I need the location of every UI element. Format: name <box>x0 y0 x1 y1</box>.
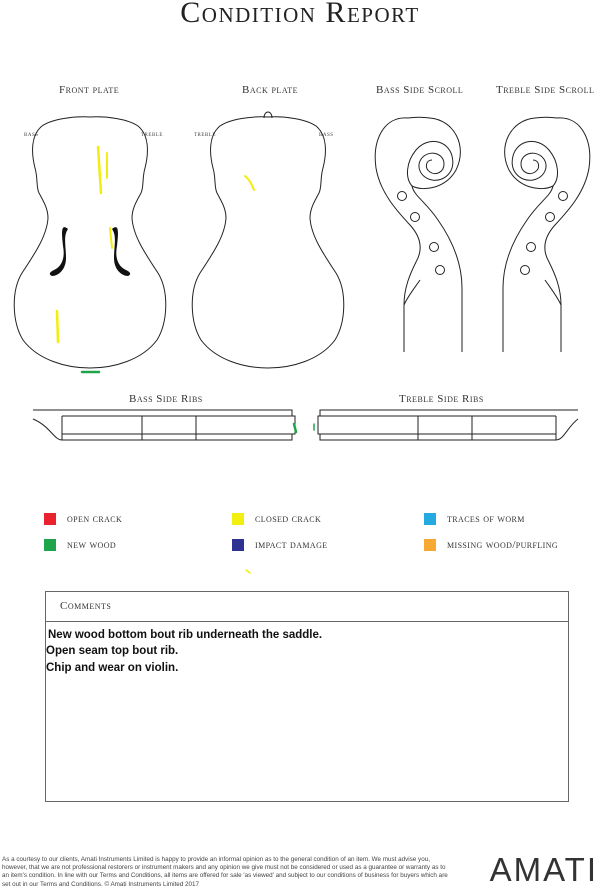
legend-label: closed crack <box>255 513 322 525</box>
disclaimer-text: As a courtesy to our clients, Amati Instruments Limited is happy to provide an informal opinion as to the general condition of an item. We must advise you, however, that we are not professional restorers or instrument makers and any opinion we give must not be considered or used as a guarantee or warranty as to an item's condition. In line with our Terms and Conditions, all items are offered for sale 'as viewed' and subject to our conditions of business for buyers which are set out in our Terms and Conditions. © Amati Instruments Limited 2017 <box>2 856 448 888</box>
comment-line: Open seam top bout rib. <box>46 645 179 657</box>
front-bass-label: bass <box>24 130 39 138</box>
treble-scroll-label: Treble Side Scroll <box>496 84 595 96</box>
f-holes <box>50 227 130 276</box>
back-treble-label: treble <box>194 130 216 138</box>
legend-label: impact damage <box>255 539 328 551</box>
legend-missing-wood <box>424 539 558 551</box>
brand-logo: AMATI <box>489 851 598 888</box>
legend-swatch <box>232 539 244 551</box>
legend-new-wood <box>44 539 116 551</box>
legend-label: new wood <box>67 539 117 551</box>
legend-label: traces of worm <box>447 513 525 525</box>
comments-box <box>45 591 569 802</box>
legend-swatch <box>424 539 436 551</box>
page-title: Condition Report <box>180 0 420 29</box>
legend-swatch <box>232 513 244 525</box>
bass-ribs <box>33 410 295 440</box>
back-plate-label: Back plate <box>242 84 298 96</box>
legend-traces-of-worm <box>424 513 525 525</box>
front-plate-outline <box>14 117 166 368</box>
front-treble-label: treble <box>141 130 163 138</box>
legend-label: missing wood/purfling <box>447 539 559 551</box>
legend-impact-damage <box>232 539 328 551</box>
front-plate-label: Front plate <box>59 84 120 96</box>
legend-swatch <box>44 539 56 551</box>
bass-ribs-label: Bass Side Ribs <box>129 393 203 405</box>
legend-swatch <box>44 513 56 525</box>
legend-label: open crack <box>67 513 123 525</box>
legend-swatch <box>424 513 436 525</box>
legend-closed-crack <box>232 513 321 525</box>
treble-ribs <box>318 410 578 440</box>
comment-line: New wood bottom bout rib underneath the saddle. <box>48 629 323 641</box>
treble-ribs-label: Treble Side Ribs <box>399 393 484 405</box>
bass-scroll <box>375 117 462 352</box>
bass-scroll-label: Bass Side Scroll <box>376 84 464 96</box>
comments-heading: Comments <box>46 592 568 622</box>
condition-marks <box>57 147 314 573</box>
treble-scroll <box>503 117 590 352</box>
legend-open-crack <box>44 513 122 525</box>
back-bass-label: bass <box>319 130 334 138</box>
back-plate-outline <box>192 117 344 368</box>
comment-line: Chip and wear on violin. <box>46 662 179 674</box>
